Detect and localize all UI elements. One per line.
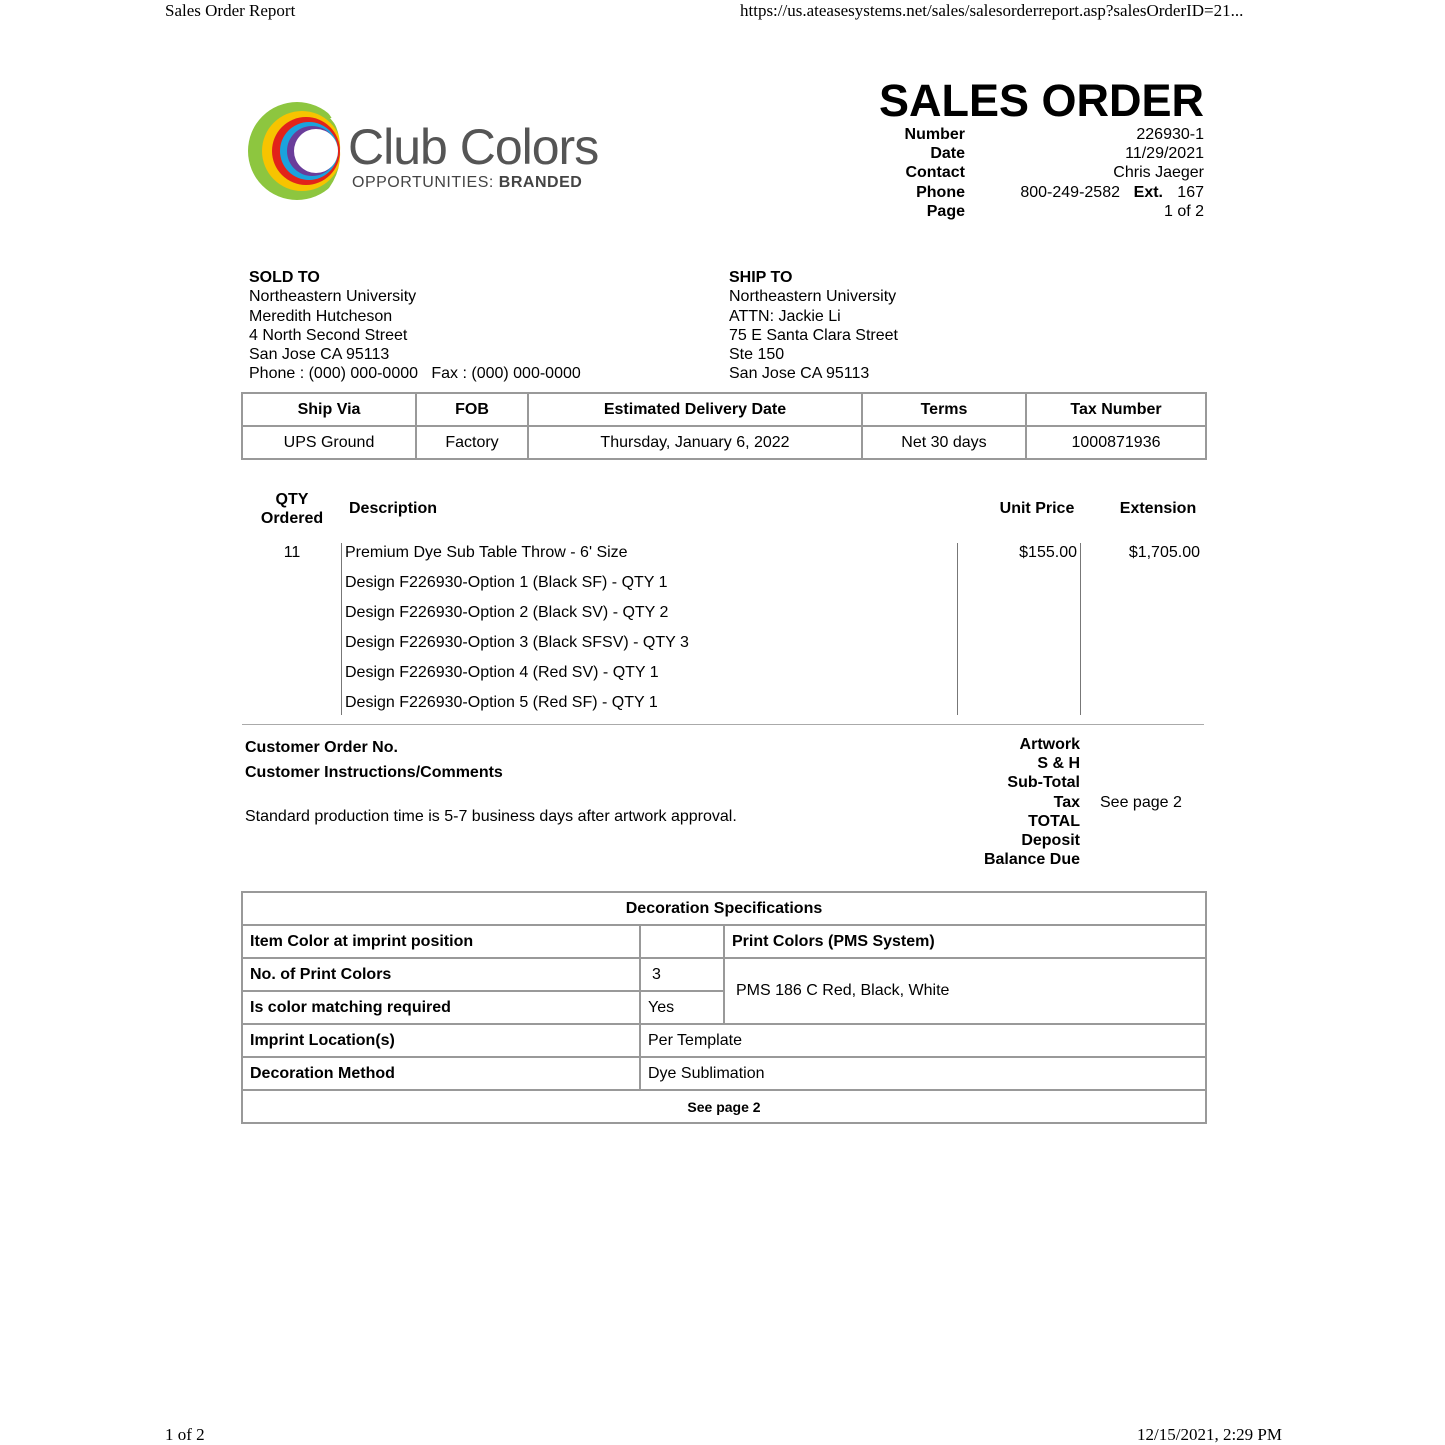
item-description-line: Design F226930-Option 1 (Black SF) - QTY 1 <box>345 574 668 591</box>
table-row <box>242 958 1206 991</box>
terms-value: Net 30 days <box>862 426 1026 459</box>
ship-to-line: Ste 150 <box>729 346 785 364</box>
club-colors-logo-icon <box>242 96 352 206</box>
shipping-table <box>241 392 1207 460</box>
shipping-handling-label: S & H <box>1037 755 1080 772</box>
print-header-title: Sales Order Report <box>165 1 296 20</box>
ship-via-header: Ship Via <box>242 393 416 426</box>
unit-price-left-rule <box>957 543 958 715</box>
contact-label: Contact <box>905 164 965 181</box>
items-bottom-divider <box>242 724 1204 725</box>
customer-order-no-label: Customer Order No. <box>245 739 398 756</box>
order-date: 11/29/2021 <box>1125 145 1204 162</box>
phone-label: Phone <box>916 184 965 201</box>
brand-tagline <box>352 174 582 192</box>
print-footer-page: 1 of 2 <box>165 1425 205 1444</box>
tax-number-value: 1000871936 <box>1026 426 1206 459</box>
ship-to-block <box>729 268 898 384</box>
item-description-line: Design F226930-Option 4 (Red SV) - QTY 1 <box>345 664 659 681</box>
ship-to-line: Northeastern University <box>729 288 897 306</box>
unit-price-header: Unit Price <box>999 500 1075 517</box>
decoration-method-value: Dye Sublimation <box>640 1057 1206 1090</box>
order-page: 1 of 2 <box>1163 203 1204 220</box>
decoration-spec-table <box>241 891 1207 1124</box>
page-label: Page <box>926 203 965 220</box>
table-row <box>242 1057 1206 1090</box>
description-left-rule <box>341 543 342 715</box>
customer-comments-text: Standard production time is 5-7 business days after artwork approval. <box>245 808 737 825</box>
order-number: 226930-1 <box>1136 126 1204 143</box>
item-qty: 11 <box>283 544 301 561</box>
imprint-location-value: Per Template <box>640 1024 1206 1057</box>
order-contact: Chris Jaeger <box>1113 164 1204 181</box>
ship-via-value: UPS Ground <box>242 426 416 459</box>
sold-to-line: Northeastern University <box>249 288 417 306</box>
decoration-footer-row <box>242 1090 1206 1123</box>
brand-name: Club Colors <box>348 119 599 175</box>
qty-header <box>252 490 332 528</box>
color-matching-value: Yes <box>640 991 724 1024</box>
item-unit-price: $155.00 <box>1019 544 1077 561</box>
deposit-label: Deposit <box>1021 832 1080 849</box>
print-colors-label: Print Colors (PMS System) <box>724 925 1206 958</box>
item-extension: $1,705.00 <box>1128 544 1200 561</box>
decoration-title: Decoration Specifications <box>242 892 1206 925</box>
item-description-line: Design F226930-Option 3 (Black SFSV) - QTY 3 <box>345 634 689 651</box>
sold-to-line: San Jose CA 95113 <box>249 346 390 364</box>
sold-to-heading: SOLD TO <box>249 269 320 286</box>
brand-tagline-a: OPPORTUNITIES: <box>352 174 494 191</box>
table-row <box>242 925 1206 958</box>
shipping-value-row <box>242 426 1206 459</box>
brand-tagline-b: BRANDED <box>498 174 583 191</box>
tax-number-header: Tax Number <box>1026 393 1206 426</box>
table-row <box>242 1024 1206 1057</box>
subtotal-label: Sub-Total <box>1007 774 1080 791</box>
num-print-colors-label: No. of Print Colors <box>242 958 640 991</box>
fob-header: FOB <box>416 393 528 426</box>
extension-left-rule <box>1080 543 1081 715</box>
totals-note: See page 2 <box>1100 794 1182 811</box>
item-description-line: Premium Dye Sub Table Throw - 6' Size <box>345 544 628 561</box>
ship-to-heading: SHIP TO <box>729 269 793 286</box>
item-color-label: Item Color at imprint position <box>242 925 640 958</box>
ship-to-line: ATTN: Jackie Li <box>729 307 841 325</box>
ship-to-line: 75 E Santa Clara Street <box>729 326 898 344</box>
description-header: Description <box>349 500 438 517</box>
shipping-header-row <box>242 393 1206 426</box>
sold-to-line: Phone : (000) 000-0000 Fax : (000) 000-0000 <box>249 365 581 383</box>
terms-header: Terms <box>862 393 1026 426</box>
print-header-url: https://us.ateasesystems.net/sales/salesorderreport.asp?salesOrderID=21... <box>740 1 1244 20</box>
document-title: SALES ORDER <box>878 75 1204 126</box>
color-matching-label: Is color matching required <box>242 991 640 1024</box>
qty-header-a: QTY <box>275 491 309 508</box>
sold-to-block <box>249 268 581 384</box>
order-phone: 800-249-2582 <box>1020 184 1120 201</box>
imprint-location-label: Imprint Location(s) <box>242 1024 640 1057</box>
decoration-footer-note: See page 2 <box>242 1090 1206 1123</box>
number-label: Number <box>904 126 965 143</box>
qty-header-b: Ordered <box>260 510 324 527</box>
item-description-line: Design F226930-Option 5 (Red SF) - QTY 1 <box>345 694 658 711</box>
date-label: Date <box>930 145 965 162</box>
decoration-title-row <box>242 892 1206 925</box>
decoration-method-label: Decoration Method <box>242 1057 640 1090</box>
tax-label: Tax <box>1053 794 1080 811</box>
artwork-label: Artwork <box>1019 736 1080 753</box>
extension-header: Extension <box>1119 500 1197 517</box>
item-color-value <box>640 925 724 958</box>
ship-to-line: San Jose CA 95113 <box>729 365 870 383</box>
fob-value: Factory <box>416 426 528 459</box>
sold-to-line: 4 North Second Street <box>249 326 408 344</box>
total-label: TOTAL <box>1028 813 1080 830</box>
delivery-date-header: Estimated Delivery Date <box>528 393 862 426</box>
order-ext: 167 <box>1177 184 1204 201</box>
balance-due-label: Balance Due <box>983 851 1080 868</box>
ext-label: Ext. <box>1133 184 1163 201</box>
print-footer-timestamp: 12/15/2021, 2:29 PM <box>1137 1425 1282 1444</box>
pms-colors-value: PMS 186 C Red, Black, White <box>724 958 1206 1024</box>
item-description-line: Design F226930-Option 2 (Black SV) - QTY 2 <box>345 604 669 621</box>
delivery-date-value: Thursday, January 6, 2022 <box>528 426 862 459</box>
sold-to-line: Meredith Hutcheson <box>249 307 393 325</box>
num-print-colors-value: 3 <box>640 958 724 991</box>
customer-instructions-label: Customer Instructions/Comments <box>245 764 503 781</box>
